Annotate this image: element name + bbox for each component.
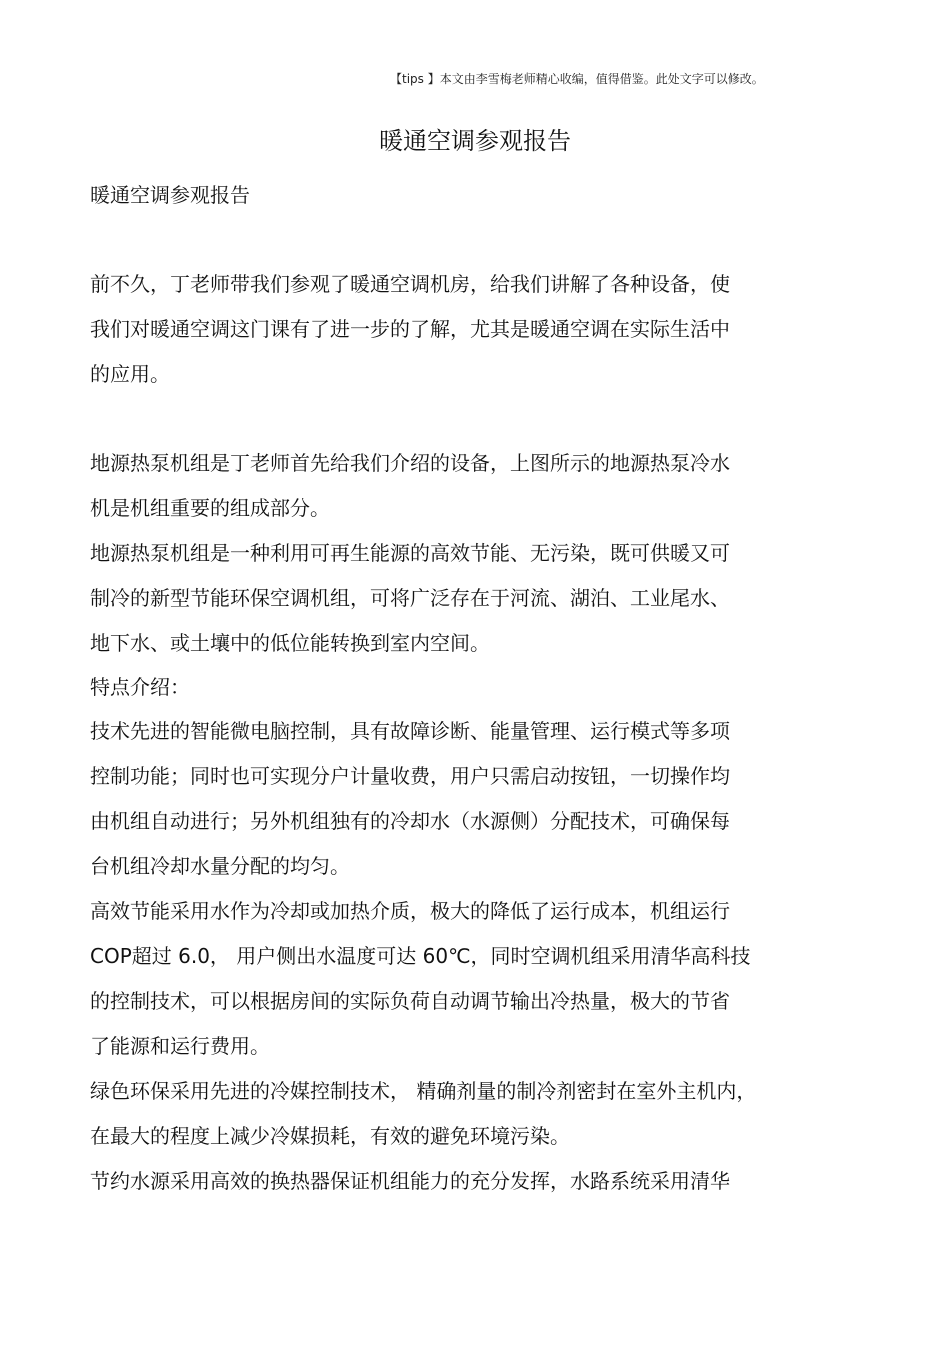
body-line: COP超过 6.0， 用户侧出水温度可达 60℃，同时空调机组采用清华高科技 (90, 944, 751, 968)
body-line: 的应用。 (90, 362, 170, 386)
body-line: 地源热泵机组是一种利用可再生能源的高效节能、无污染，既可供暖又可 (90, 541, 730, 565)
body-line: 前不久，丁老师带我们参观了暖通空调机房，给我们讲解了各种设备，使 (90, 272, 730, 296)
body-line: 地源热泵机组是丁老师首先给我们介绍的设备，上图所示的地源热泵冷水 (90, 451, 730, 475)
body-line: 了能源和运行费用。 (90, 1034, 270, 1058)
body-line: 机是机组重要的组成部分。 (90, 496, 330, 520)
body-line: 绿色环保采用先进的冷媒控制技术， 精确剂量的制冷剂密封在室外主机内， (90, 1079, 757, 1103)
body-line: 在最大的程度上减少冷媒损耗，有效的避免环境污染。 (90, 1124, 570, 1148)
body-line: 台机组冷却水量分配的均匀。 (90, 854, 350, 878)
body-line: 控制功能；同时也可实现分户计量收费，用户只需启动按钮，一切操作均 (90, 764, 730, 788)
body-line: 高效节能采用水作为冷却或加热介质，极大的降低了运行成本，机组运行 (90, 899, 730, 923)
section-heading: 特点介绍： (90, 675, 190, 699)
body-line: 制冷的新型节能环保空调机组，可将广泛存在于河流、湖泊、工业尾水、 (90, 586, 730, 610)
tips-note: 【tips 】本文由李雪梅老师精心收编，值得借鉴。此处文字可以修改。 (390, 72, 764, 86)
document-subtitle: 暖通空调参观报告 (90, 183, 250, 207)
body-line: 我们对暖通空调这门课有了进一步的了解，尤其是暖通空调在实际生活中 (90, 317, 730, 341)
page-title: 暖通空调参观报告 (379, 127, 571, 155)
body-line: 节约水源采用高效的换热器保证机组能力的充分发挥，水路系统采用清华 (90, 1169, 730, 1193)
body-line: 的控制技术，可以根据房间的实际负荷自动调节输出冷热量，极大的节省 (90, 989, 730, 1013)
body-line: 地下水、或土壤中的低位能转换到室内空间。 (90, 631, 490, 655)
body-line: 由机组自动进行；另外机组独有的冷却水（水源侧）分配技术，可确保每 (90, 809, 730, 833)
body-line: 技术先进的智能微电脑控制，具有故障诊断、能量管理、运行模式等多项 (90, 719, 730, 743)
